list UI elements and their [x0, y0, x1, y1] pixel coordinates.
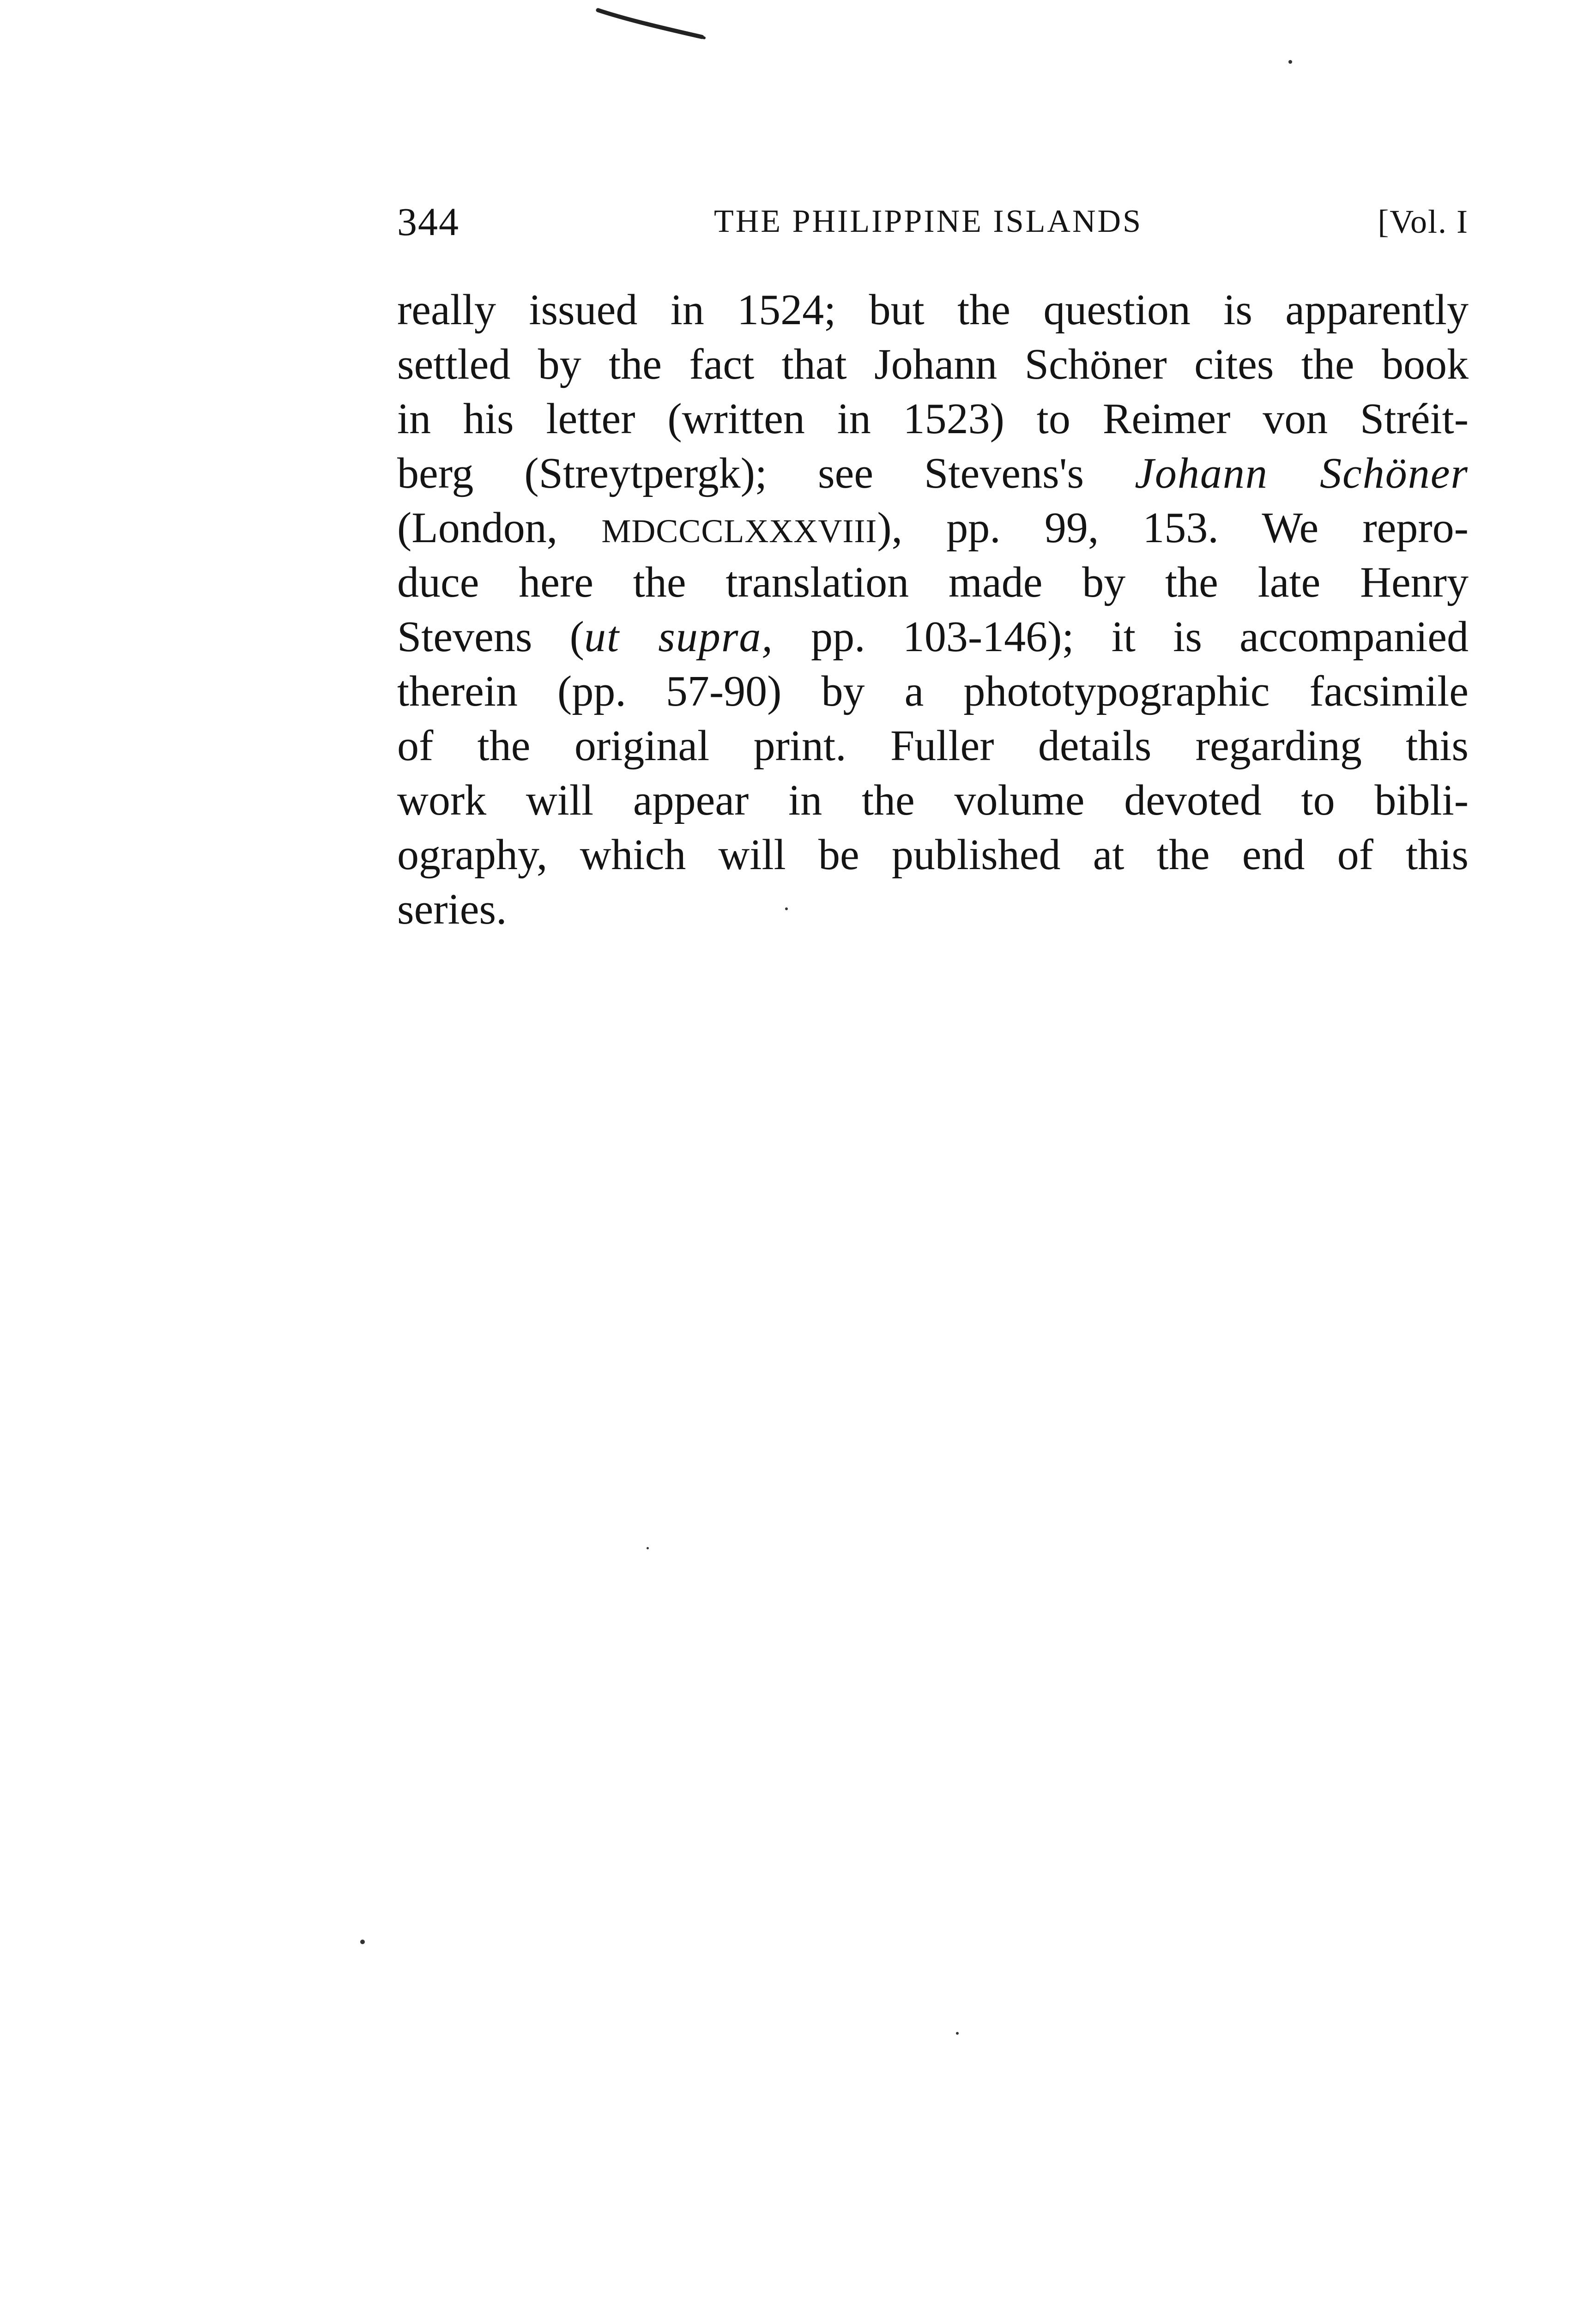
- text-line: [397, 882, 1469, 937]
- text-run: ), pp. 99, 153. We repro-: [877, 504, 1469, 552]
- paper-speck: [956, 2032, 959, 2035]
- text-run: settled by the fact that Johann Schöner cites the book: [397, 340, 1469, 388]
- text-run: berg (Streytpergk); see Stevens's: [397, 449, 1135, 497]
- paper-speck: [785, 907, 788, 910]
- text-line: [397, 719, 1469, 773]
- ink-smudge-mark: [596, 5, 711, 42]
- text-run: Stevens (: [397, 613, 584, 661]
- italic-citation: ut supra,: [584, 613, 774, 661]
- text-line: [397, 664, 1469, 719]
- body-paragraph: [397, 283, 1469, 937]
- text-run: therein (pp. 57-90) by a phototypographic facsimile: [397, 667, 1469, 715]
- volume-label: [Vol. I: [1378, 203, 1469, 240]
- running-title: THE PHILIPPINE ISLANDS: [714, 204, 1143, 239]
- text-run: work will appear in the volume devoted to bibli-: [397, 776, 1469, 824]
- small-caps-date: MDCCCLXXXVIII: [601, 513, 877, 550]
- running-head: [397, 194, 1469, 249]
- text-run: of the original print. Fuller details regarding this: [397, 722, 1469, 770]
- text-line: [397, 392, 1469, 446]
- italic-title: Johann Schöner: [1135, 449, 1469, 497]
- text-line: [397, 501, 1469, 555]
- paper-speck: [647, 1547, 649, 1549]
- text-run: series.: [397, 885, 507, 933]
- text-line: [397, 446, 1469, 501]
- text-line: [397, 555, 1469, 610]
- text-line: [397, 828, 1469, 882]
- text-run: in his letter (written in 1523) to Reimer von Stréit-: [397, 395, 1469, 443]
- paper-speck: [1288, 60, 1292, 64]
- text-run: really issued in 1524; but the question is apparently: [397, 286, 1469, 334]
- text-run: ography, which will be published at the end of this: [397, 831, 1469, 879]
- text-run: (London,: [397, 504, 602, 552]
- text-line: [397, 283, 1469, 337]
- text-line: [397, 610, 1469, 664]
- text-run: duce here the translation made by the late Henry: [397, 558, 1469, 606]
- page-number: 344: [397, 199, 459, 244]
- text-run: pp. 103-146); it is accompanied: [773, 613, 1469, 661]
- text-line: [397, 337, 1469, 392]
- paper-speck: [360, 1940, 365, 1944]
- text-line: [397, 773, 1469, 828]
